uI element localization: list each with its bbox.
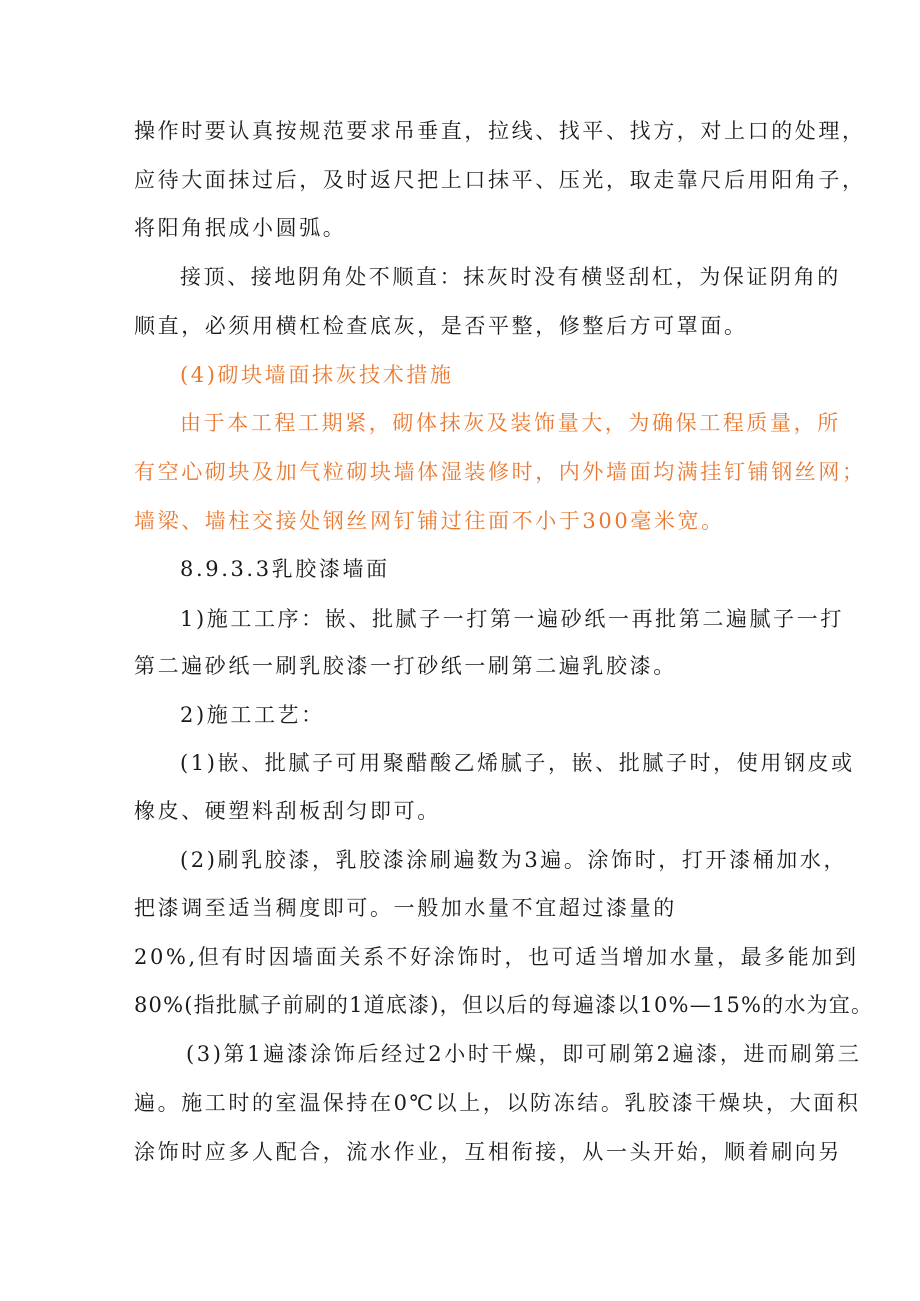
highlighted-paragraph-line: 墙梁、墙柱交接处钢丝网钉铺过往面不小于300毫米宽。 xyxy=(134,509,725,533)
paragraph-line: 2)施工工艺： xyxy=(180,703,325,727)
paragraph-line: (3)第1遍漆涂饰后经过2小时干燥，即可刷第2遍漆，进而刷第三 xyxy=(186,1042,862,1066)
paragraph-line: (2)刷乳胶漆，乳胶漆涂刷遍数为3遍。涂饰时，打开漆桶加水， xyxy=(180,848,848,872)
section-heading: (4)砌块墙面抹灰技术措施 xyxy=(180,363,454,387)
paragraph-line: 涂饰时应多人配合，流水作业，互相衔接，从一头开始，顺着刷向另 xyxy=(134,1140,842,1164)
paragraph-line: (1)嵌、批腻子可用聚醋酸乙烯腻子，嵌、批腻子时，使用钢皮或 xyxy=(180,751,855,775)
section-heading: 8.9.3.3乳胶漆墙面 xyxy=(180,557,390,581)
paragraph-line: 1)施工工序：嵌、批腻子一打第一遍砂纸一再批第二遍腻子一打 xyxy=(180,607,844,631)
paragraph-line: 遍。施工时的室温保持在0℃以上，以防冻结。乳胶漆干燥块，大面积 xyxy=(134,1091,861,1115)
paragraph-line: 将阳角抿成小圆弧。 xyxy=(134,216,347,240)
highlighted-paragraph-line: 由于本工程工期紧，砌体抹灰及装饰量大，为确保工程质量，所 xyxy=(180,411,841,435)
paragraph-line: 操作时要认真按规范要求吊垂直，拉线、找平、找方，对上口的处理， xyxy=(134,119,866,143)
paragraph-line: 把漆调至适当稠度即可。一般加水量不宜超过漆量的 xyxy=(134,896,677,920)
paragraph-line: 接顶、接地阴角处不顺直：抹灰时没有横竖刮杠，为保证阴角的 xyxy=(180,265,841,289)
paragraph-line: 应待大面抹过后，及时返尺把上口抹平、压光，取走靠尺后用阳角子， xyxy=(134,168,866,192)
paragraph-line: 第二遍砂纸一刷乳胶漆一打砂纸一刷第二遍乳胶漆。 xyxy=(134,654,677,678)
paragraph-line: 80%(指批腻子前刷的1道底漆)，但以后的每遍漆以10%—15%的水为宜。 xyxy=(134,993,874,1017)
paragraph-line: 橡皮、硬塑料刮板刮匀即可。 xyxy=(134,799,441,823)
paragraph-line: 20%,但有时因墙面关系不好涂饰时，也可适当增加水量，最多能加到 xyxy=(134,945,859,969)
paragraph-line: 顺直，必须用横杠检查底灰，是否平整，修整后方可罩面。 xyxy=(134,314,748,338)
highlighted-paragraph-line: 有空心砌块及加气粒砌块墙体湿装修时，内外墙面均满挂钉铺钢丝网； xyxy=(134,460,866,484)
